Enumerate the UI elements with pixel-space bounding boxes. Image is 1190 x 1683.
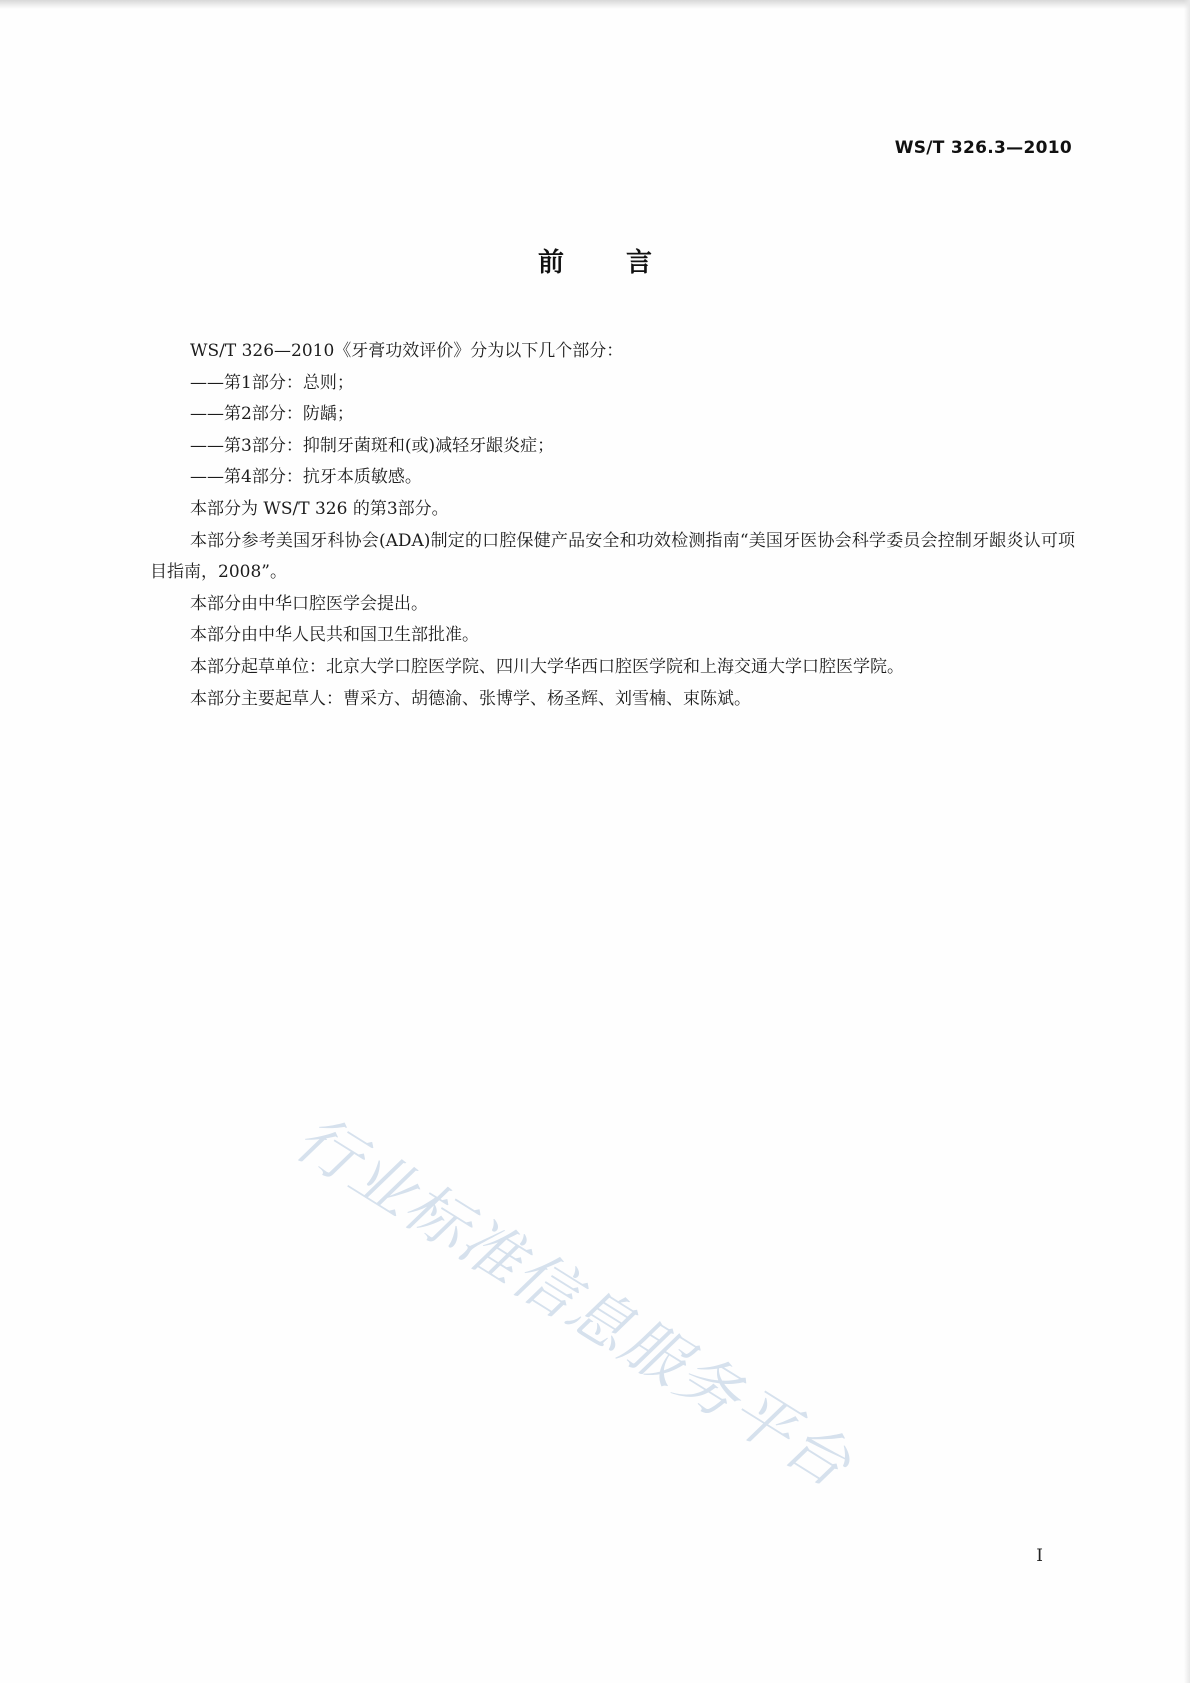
scan-edge-top [0, 0, 1190, 9]
foreword-body [150, 336, 1075, 715]
list-item-part-2: ——第2部分：防龋； [190, 404, 354, 425]
paragraph-proposed-by: 本部分由中华口腔医学会提出。 [190, 593, 428, 614]
paragraph-drafting-units: 本部分起草单位：北京大学口腔医学院、四川大学华西口腔医学院和上海交通大学口腔医学院。 [190, 656, 904, 677]
paragraph-reference: 本部分参考美国牙科协会(ADA)制定的口腔保健产品安全和功效检测指南“美国牙医协会科学委员会控制牙龈炎认可项目指南，2008”。 [150, 530, 1075, 583]
watermark: 行业标准信息服务平台 [283, 1100, 865, 1502]
list-item-part-3: ——第3部分：抑制牙菌斑和(或)减轻牙龈炎症； [190, 435, 555, 456]
paragraph-drafters: 本部分主要起草人：曹采方、胡德渝、张博学、杨圣辉、刘雪楠、束陈斌。 [190, 688, 751, 709]
page-title: 前言 [537, 248, 714, 278]
standard-number: WS/T 326.3—2010 [894, 138, 1072, 158]
page-number: I [1036, 1546, 1043, 1566]
paragraph-approved-by: 本部分由中华人民共和国卫生部批准。 [190, 625, 479, 646]
list-item-part-1: ——第1部分：总则； [190, 372, 354, 393]
list-item-part-4: ——第4部分：抗牙本质敏感。 [190, 467, 422, 488]
paragraph-this-part: 本部分为 WS/T 326 的第3部分。 [190, 498, 449, 519]
paragraph-parts-intro: WS/T 326—2010《牙膏功效评价》分为以下几个部分： [190, 341, 624, 361]
